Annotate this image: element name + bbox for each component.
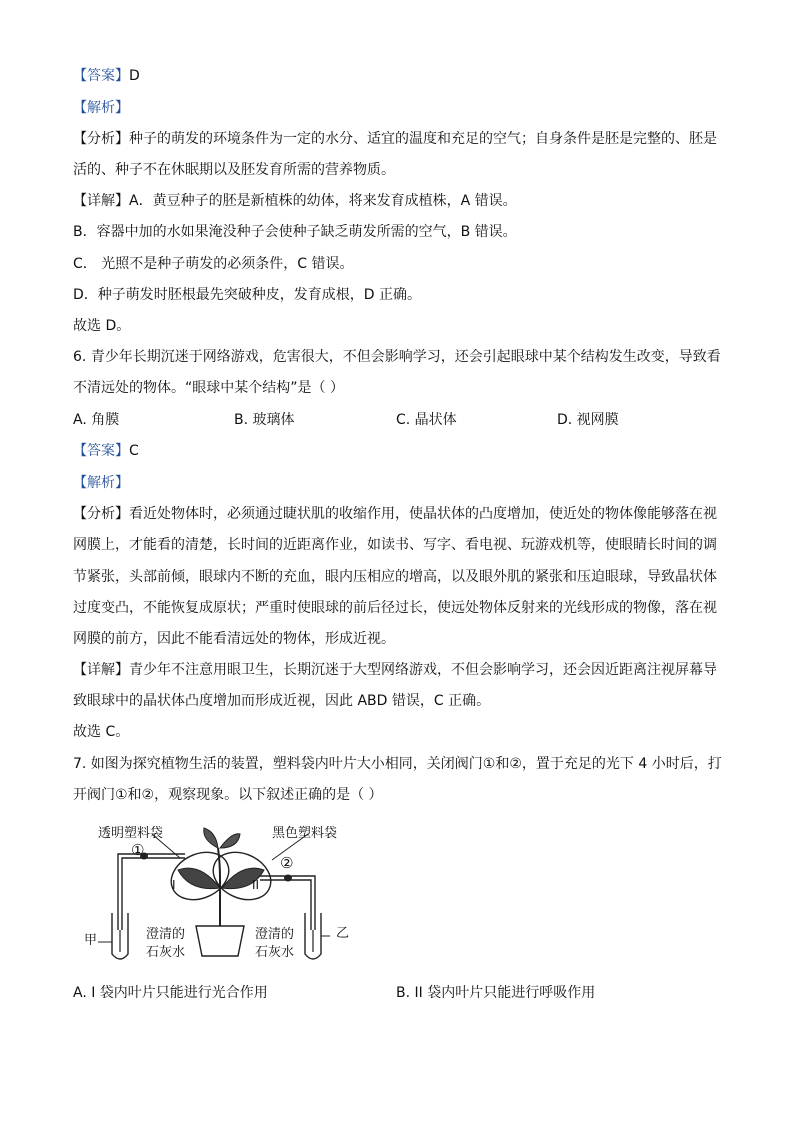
q5-conclusion: 故选 D。 [73, 318, 131, 334]
q7-stem-line-1: 7. 如图为探究植物生活的装置，塑料袋内叶片大小相同，关闭阀门①和②，置于充足的光下 4 小时后，打 [73, 756, 722, 772]
top-leaf-right [220, 834, 240, 848]
q7-option-b: B. II 袋内叶片只能进行呼吸作用 [396, 985, 596, 1001]
q6-option-c: C. 晶状体 [396, 412, 457, 428]
label-limewater-left-2: 石灰水 [146, 945, 186, 960]
q6-option-a: A. 角膜 [73, 412, 120, 428]
q5-detail-line-4: D．种子萌发时胚根最先突破种皮，发育成根，D 正确。 [73, 287, 422, 303]
detail-text: A．黄豆种子的胚是新植株的幼体，将来发育成植株，A 错误。 [129, 193, 517, 209]
q6-answer-line [73, 441, 139, 461]
label-bag-i: I [172, 878, 176, 892]
fenxi-tag: 【分析】 [73, 506, 129, 522]
label-limewater-right-2: 石灰水 [255, 945, 295, 960]
fenxi-text: 看近处物体时，必须通过睫状肌的收缩作用，使晶状体的凸度增加，使近处的物体像能够落在视 [129, 506, 717, 522]
q6-fenxi-line-5: 网膜的前方，因此不能看清远处的物体，形成近视。 [73, 631, 395, 647]
top-leaf-left [204, 828, 218, 848]
q6-option-b: B. 玻璃体 [234, 412, 295, 428]
flower-pot [196, 926, 244, 956]
right-pipe [260, 876, 315, 930]
q5-detail-line-1 [73, 191, 517, 211]
answer-tag: 【答案】 [73, 443, 129, 459]
q7-option-a: A. I 袋内叶片只能进行光合作用 [73, 985, 268, 1001]
analysis-tag: 【解析】 [73, 100, 129, 116]
q5-detail-line-3: C． 光照不是种子萌发的必须条件，C 错误。 [73, 256, 354, 272]
detail-text: 青少年不注意用眼卫生，长期沉迷于大型网络游戏，不但会影响学习，还会因近距离注视屏幕导 [129, 662, 717, 678]
label-valve-2: ② [280, 854, 294, 872]
analysis-tag: 【解析】 [73, 475, 129, 491]
fenxi-tag: 【分析】 [73, 131, 129, 147]
q6-stem-line-1: 6. 青少年长期沉迷于网络游戏，危害很大，不但会影响学习，还会引起眼球中某个结构发生改变，导致看 [73, 349, 721, 365]
label-tube-jia: 甲 [84, 933, 98, 948]
answer-value: C [129, 443, 139, 459]
q6-fenxi-line-3: 节紧张，头部前倾，眼球内不断的充血，眼内压相应的增高，以及眼外肌的紧张和压迫眼球，导致晶状体 [73, 569, 717, 585]
q7-stem-line-2: 开阀门①和②，观察现象。以下叙述正确的是（ ） [73, 787, 383, 803]
detail-tag: 【详解】 [73, 193, 129, 209]
q6-stem-line-2: 不清远处的物体。“眼球中某个结构”是（ ） [73, 380, 344, 396]
answer-tag: 【答案】 [73, 68, 129, 84]
label-transparent-bag: 透明塑料袋 [98, 826, 164, 841]
detail-tag: 【详解】 [73, 662, 129, 678]
label-bag-ii: II [252, 878, 260, 892]
q5-detail-line-2: B．容器中加的水如果淹没种子会使种子缺乏萌发所需的空气，B 错误。 [73, 224, 517, 240]
q6-fenxi-line-4: 过度变凸，不能恢复成原状；严重时使眼球的前后径过长，使远处物体反射来的光线形成的物像，落在视 [73, 600, 717, 616]
label-valve-1: ① [131, 841, 145, 859]
q5-fenxi-line-2: 活的、种子不在休眠期以及胚发育所需的营养物质。 [73, 162, 395, 178]
label-limewater-left-1: 澄清的 [146, 927, 186, 942]
q6-fenxi-line-1 [73, 504, 717, 524]
q6-detail-line-1 [73, 660, 717, 680]
label-tube-yi: 乙 [336, 926, 350, 941]
q5-analysis-heading [73, 98, 129, 118]
q6-detail-line-2: 致眼球中的晶状体凸度增加而形成近视，因此 ABD 错误，C 正确。 [73, 693, 491, 709]
q6-fenxi-line-2: 网膜上，才能看的清楚，长时间的近距离作业，如读书、写字、看电视、玩游戏机等，使眼睛长时间的调 [73, 537, 717, 553]
label-black-bag: 黑色塑料袋 [272, 826, 338, 841]
valve-2-mark [284, 875, 292, 882]
q6-option-d: D. 视网膜 [557, 412, 619, 428]
fenxi-text: 种子的萌发的环境条件为一定的水分、适宜的温度和充足的空气；自身条件是胚是完整的、胚是 [129, 131, 717, 147]
q5-fenxi-line-1 [73, 129, 717, 149]
q6-conclusion: 故选 C。 [73, 724, 130, 740]
q6-analysis-heading [73, 473, 129, 493]
q5-answer-line [73, 66, 140, 86]
answer-value: D [129, 68, 140, 84]
label-limewater-right-1: 澄清的 [255, 927, 295, 942]
